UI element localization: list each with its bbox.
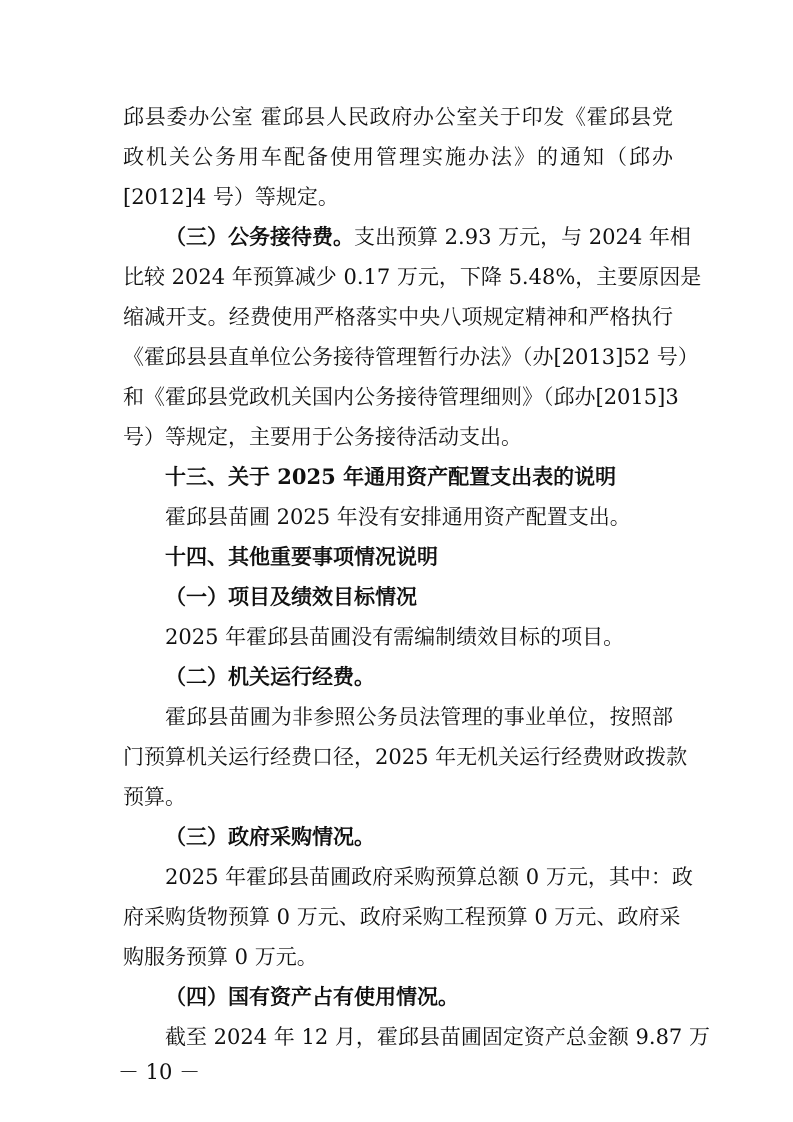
section-heading-13: 十三、关于 2025 年通用资产配置支出表的说明 xyxy=(165,464,617,489)
section-heading-14: 十四、其他重要事项情况说明 xyxy=(165,544,438,569)
body-text-line: 和《霍邱县党政机关国内公务接待管理细则》（邱办[2015]3 xyxy=(123,385,679,409)
body-text-line: 府采购货物预算 0 万元、政府采购工程预算 0 万元、政府采 xyxy=(123,905,681,929)
body-text-line: 《霍邱县县直单位公务接待管理暂行办法》（办[2013]52 号） xyxy=(123,345,699,369)
paragraph-reception-fee xyxy=(165,223,691,251)
body-text-line: 缩减开支。经费使用严格落实中央八项规定精神和严格执行 xyxy=(123,305,673,329)
body-text-line: [2012]4 号）等规定。 xyxy=(123,185,339,209)
body-text-line: 购服务预算 0 万元。 xyxy=(123,945,318,969)
subheading-operating-expenses: （二）机关运行经费。 xyxy=(165,664,375,689)
subheading-performance: （一）项目及绩效目标情况 xyxy=(165,584,417,609)
body-text-line: 霍邱县苗圃为非参照公务员法管理的事业单位，按照部 xyxy=(165,705,673,729)
subheading-procurement: （三）政府采购情况。 xyxy=(165,824,375,849)
body-text-line: 预算。 xyxy=(123,785,186,809)
body-text-line: 霍邱县苗圃 2025 年没有安排通用资产配置支出。 xyxy=(165,505,631,529)
body-text-line: 政机关公务用车配备使用管理实施办法》的通知（邱办 xyxy=(123,145,673,169)
body-text-line: 2025 年霍邱县苗圃政府采购预算总额 0 万元，其中：政 xyxy=(165,865,693,889)
body-text-line: 比较 2024 年预算减少 0.17 万元，下降 5.48%，主要原因是 xyxy=(123,265,702,289)
body-text-line: 门预算机关运行经费口径，2025 年无机关运行经费财政拨款 xyxy=(123,745,688,769)
body-text-line: 支出预算 2.93 万元，与 2024 年相 xyxy=(354,225,691,249)
body-text-line: 号）等规定，主要用于公务接待活动支出。 xyxy=(123,425,522,449)
page-number: － 10 － xyxy=(118,1060,201,1084)
body-text-line: 截至 2024 年 12 月，霍邱县苗圃固定资产总金额 9.87 万 xyxy=(165,1025,710,1049)
subheading-state-assets: （四）国有资产占有使用情况。 xyxy=(165,984,459,1009)
body-text-line: 邱县委办公室 霍邱县人民政府办公室关于印发《霍邱县党 xyxy=(123,105,673,129)
subheading-reception-fee: （三）公务接待费。 xyxy=(165,224,354,249)
body-text-line: 2025 年霍邱县苗圃没有需编制绩效目标的项目。 xyxy=(165,625,625,649)
